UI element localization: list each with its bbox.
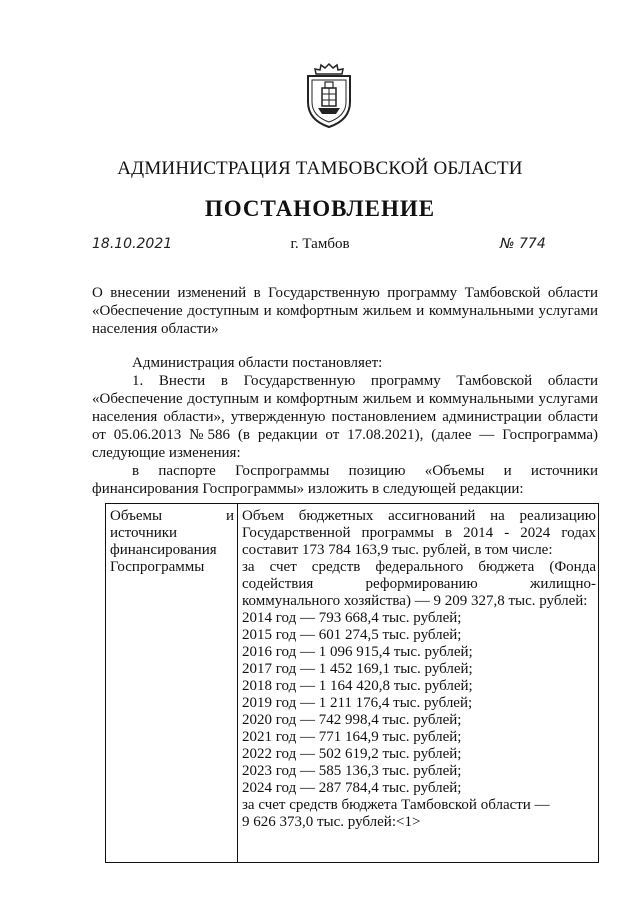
year-funding-line: 2014 год — 793 668,4 тыс. рублей; bbox=[242, 610, 462, 626]
left-cell-conjunction: и bbox=[225, 508, 234, 524]
funding-table bbox=[105, 503, 599, 863]
document-number: № 774 bbox=[500, 236, 546, 252]
left-cell-line: источники bbox=[110, 525, 178, 541]
year-funding-line: 2015 год — 601 274,5 тыс. рублей; bbox=[242, 627, 462, 643]
year-funding-line: 2023 год — 585 136,3 тыс. рублей; bbox=[242, 763, 462, 779]
year-funding-line: 2016 год — 1 096 915,4 тыс. рублей; bbox=[242, 644, 473, 660]
document-city: г. Тамбов bbox=[290, 236, 350, 252]
left-cell-line: Объемы bbox=[110, 508, 163, 524]
funding-table-left-cell bbox=[106, 504, 238, 862]
year-funding-line: 2020 год — 742 998,4 тыс. рублей; bbox=[242, 712, 462, 728]
year-funding-line: 2024 год — 287 784,4 тыс. рублей; bbox=[242, 780, 462, 796]
passport-paragraph: в паспорте Госпрограммы позицию «Объемы и источники финансирования Госпрограммы» изложить в следующей редакции: bbox=[92, 463, 598, 497]
intro-paragraph: Администрация области постановляет: bbox=[132, 355, 383, 371]
year-funding-line: 2021 год — 771 164,9 тыс. рублей; bbox=[242, 729, 462, 745]
funding-table-right-cell bbox=[239, 504, 598, 831]
total-funding-text: Объем бюджетных ассигнований на реализацию Государственной программы в 2014 - 2024 годах составит 173 784 163,9 тыс. рублей, в том числе: bbox=[242, 508, 596, 558]
regional-funding-amount: 9 626 373,0 тыс. рублей:<1> bbox=[242, 814, 421, 830]
year-funding-line: 2017 год — 1 452 169,1 тыс. рублей; bbox=[242, 661, 473, 677]
document-subject: О внесении изменений в Государственную программу Тамбовской области «Обеспечение доступным и комфортным жильем и коммунальными услугами населения области» bbox=[92, 285, 598, 337]
item-1-paragraph: 1. Внести в Государственную программу Тамбовской области «Обеспечение доступным и комфортным жильем и коммунальными услугами населения области», утвержденную постановлением администрации области от 05.06.2013 №586 (в редакции от 17.08.2021), (далее — Госпрограмма) следующие изменения: bbox=[92, 373, 598, 461]
left-cell-line: Госпрограммы bbox=[110, 559, 205, 575]
regional-funding-text: за счет средств бюджета Тамбовской области — bbox=[242, 797, 550, 813]
document-body bbox=[92, 354, 598, 498]
year-funding-line: 2022 год — 502 619,2 тыс. рублей; bbox=[242, 746, 462, 762]
coat-of-arms-icon bbox=[300, 60, 358, 130]
year-funding-line: 2018 год — 1 164 420,8 тыс. рублей; bbox=[242, 678, 473, 694]
left-cell-line: финансирования bbox=[110, 542, 217, 558]
document-date: 18.10.2021 bbox=[92, 236, 173, 252]
organization-title: АДМИНИСТРАЦИЯ ТАМБОВСКОЙ ОБЛАСТИ bbox=[117, 158, 523, 179]
year-funding-line: 2019 год — 1 211 176,4 тыс. рублей; bbox=[242, 695, 473, 711]
federal-funding-text: за счет средств федерального бюджета (Фонда содействия реформированию жилищно-коммунального хозяйства) — 9 209 327,8 тыс. рублей: bbox=[242, 559, 596, 609]
document-type-title: ПОСТАНОВЛЕНИЕ bbox=[204, 196, 436, 221]
